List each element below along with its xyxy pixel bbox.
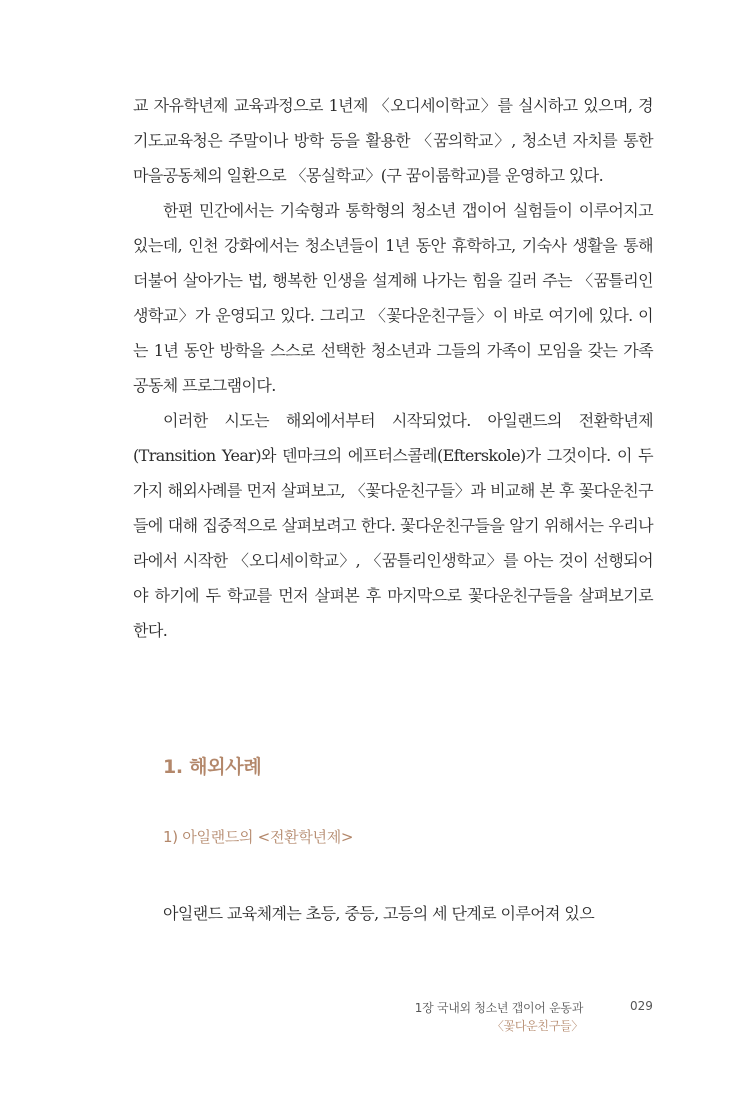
chapter-title: 1장 국내외 청소년 갭이어 운동과	[414, 1001, 583, 1015]
page-number: 029	[630, 999, 653, 1013]
subsection-heading: 1) 아일랜드의 <전환학년제>	[163, 828, 354, 846]
paragraph: 한편 민간에서는 기숙형과 통학형의 청소년 갭이어 실험들이 이루어지고 있는데, 인천 강화에서는 청소년들이 1년 동안 휴학하고, 기숙사 생활을 통해 더불어 살아가는 법, 행복한 인생을 설계해 나가는 힘을 길러 주는 〈꿈틀리인생학교〉가 운영되고 있다. 그리고 〈꽃다운친구들〉이 바로 여기에 있다. 이는 1년 동안 방학을 스스로 선택한 청소년과 그들의 가족이 모임을 갖는 가족 공동체 프로그램이다.	[133, 201, 653, 395]
paragraph: 교 자유학년제 교육과정으로 1년제 〈오디세이학교〉를 실시하고 있으며, 경기도교육청은 주말이나 방학 등을 활용한 〈꿈의학교〉, 청소년 자치를 통한 마을공동체의 일환으로 〈몽실학교〉(구 꿈이룸학교)를 운영하고 있다.	[133, 96, 653, 185]
body-text	[133, 88, 653, 648]
chapter-subtitle: 〈꽃다운친구들〉	[491, 1019, 583, 1033]
paragraph: 이러한 시도는 해외에서부터 시작되었다. 아일랜드의 전환학년제(Transition Year)와 덴마크의 에프터스콜레(Efterskole)가 그것이다. 이 두 가지 해외사례를 먼저 살펴보고, 〈꽃다운친구들〉과 비교해 본 후 꽃다운친구들에 대해 집중적으로 살펴보려고 한다. 꽃다운친구들을 알기 위해서는 우리나라에서 시작한 〈오디세이학교〉, 〈꿈틀리인생학교〉를 아는 것이 선행되어야 하기에 두 학교를 먼저 살펴본 후 마지막으로 꽃다운친구들을 살펴보기로 한다.	[133, 411, 653, 640]
running-footer	[415, 999, 583, 1035]
paragraph: 아일랜드 교육체계는 초등, 중등, 고등의 세 단계로 이루어져 있으	[163, 904, 595, 923]
section-heading: 1. 해외사례	[163, 756, 262, 778]
